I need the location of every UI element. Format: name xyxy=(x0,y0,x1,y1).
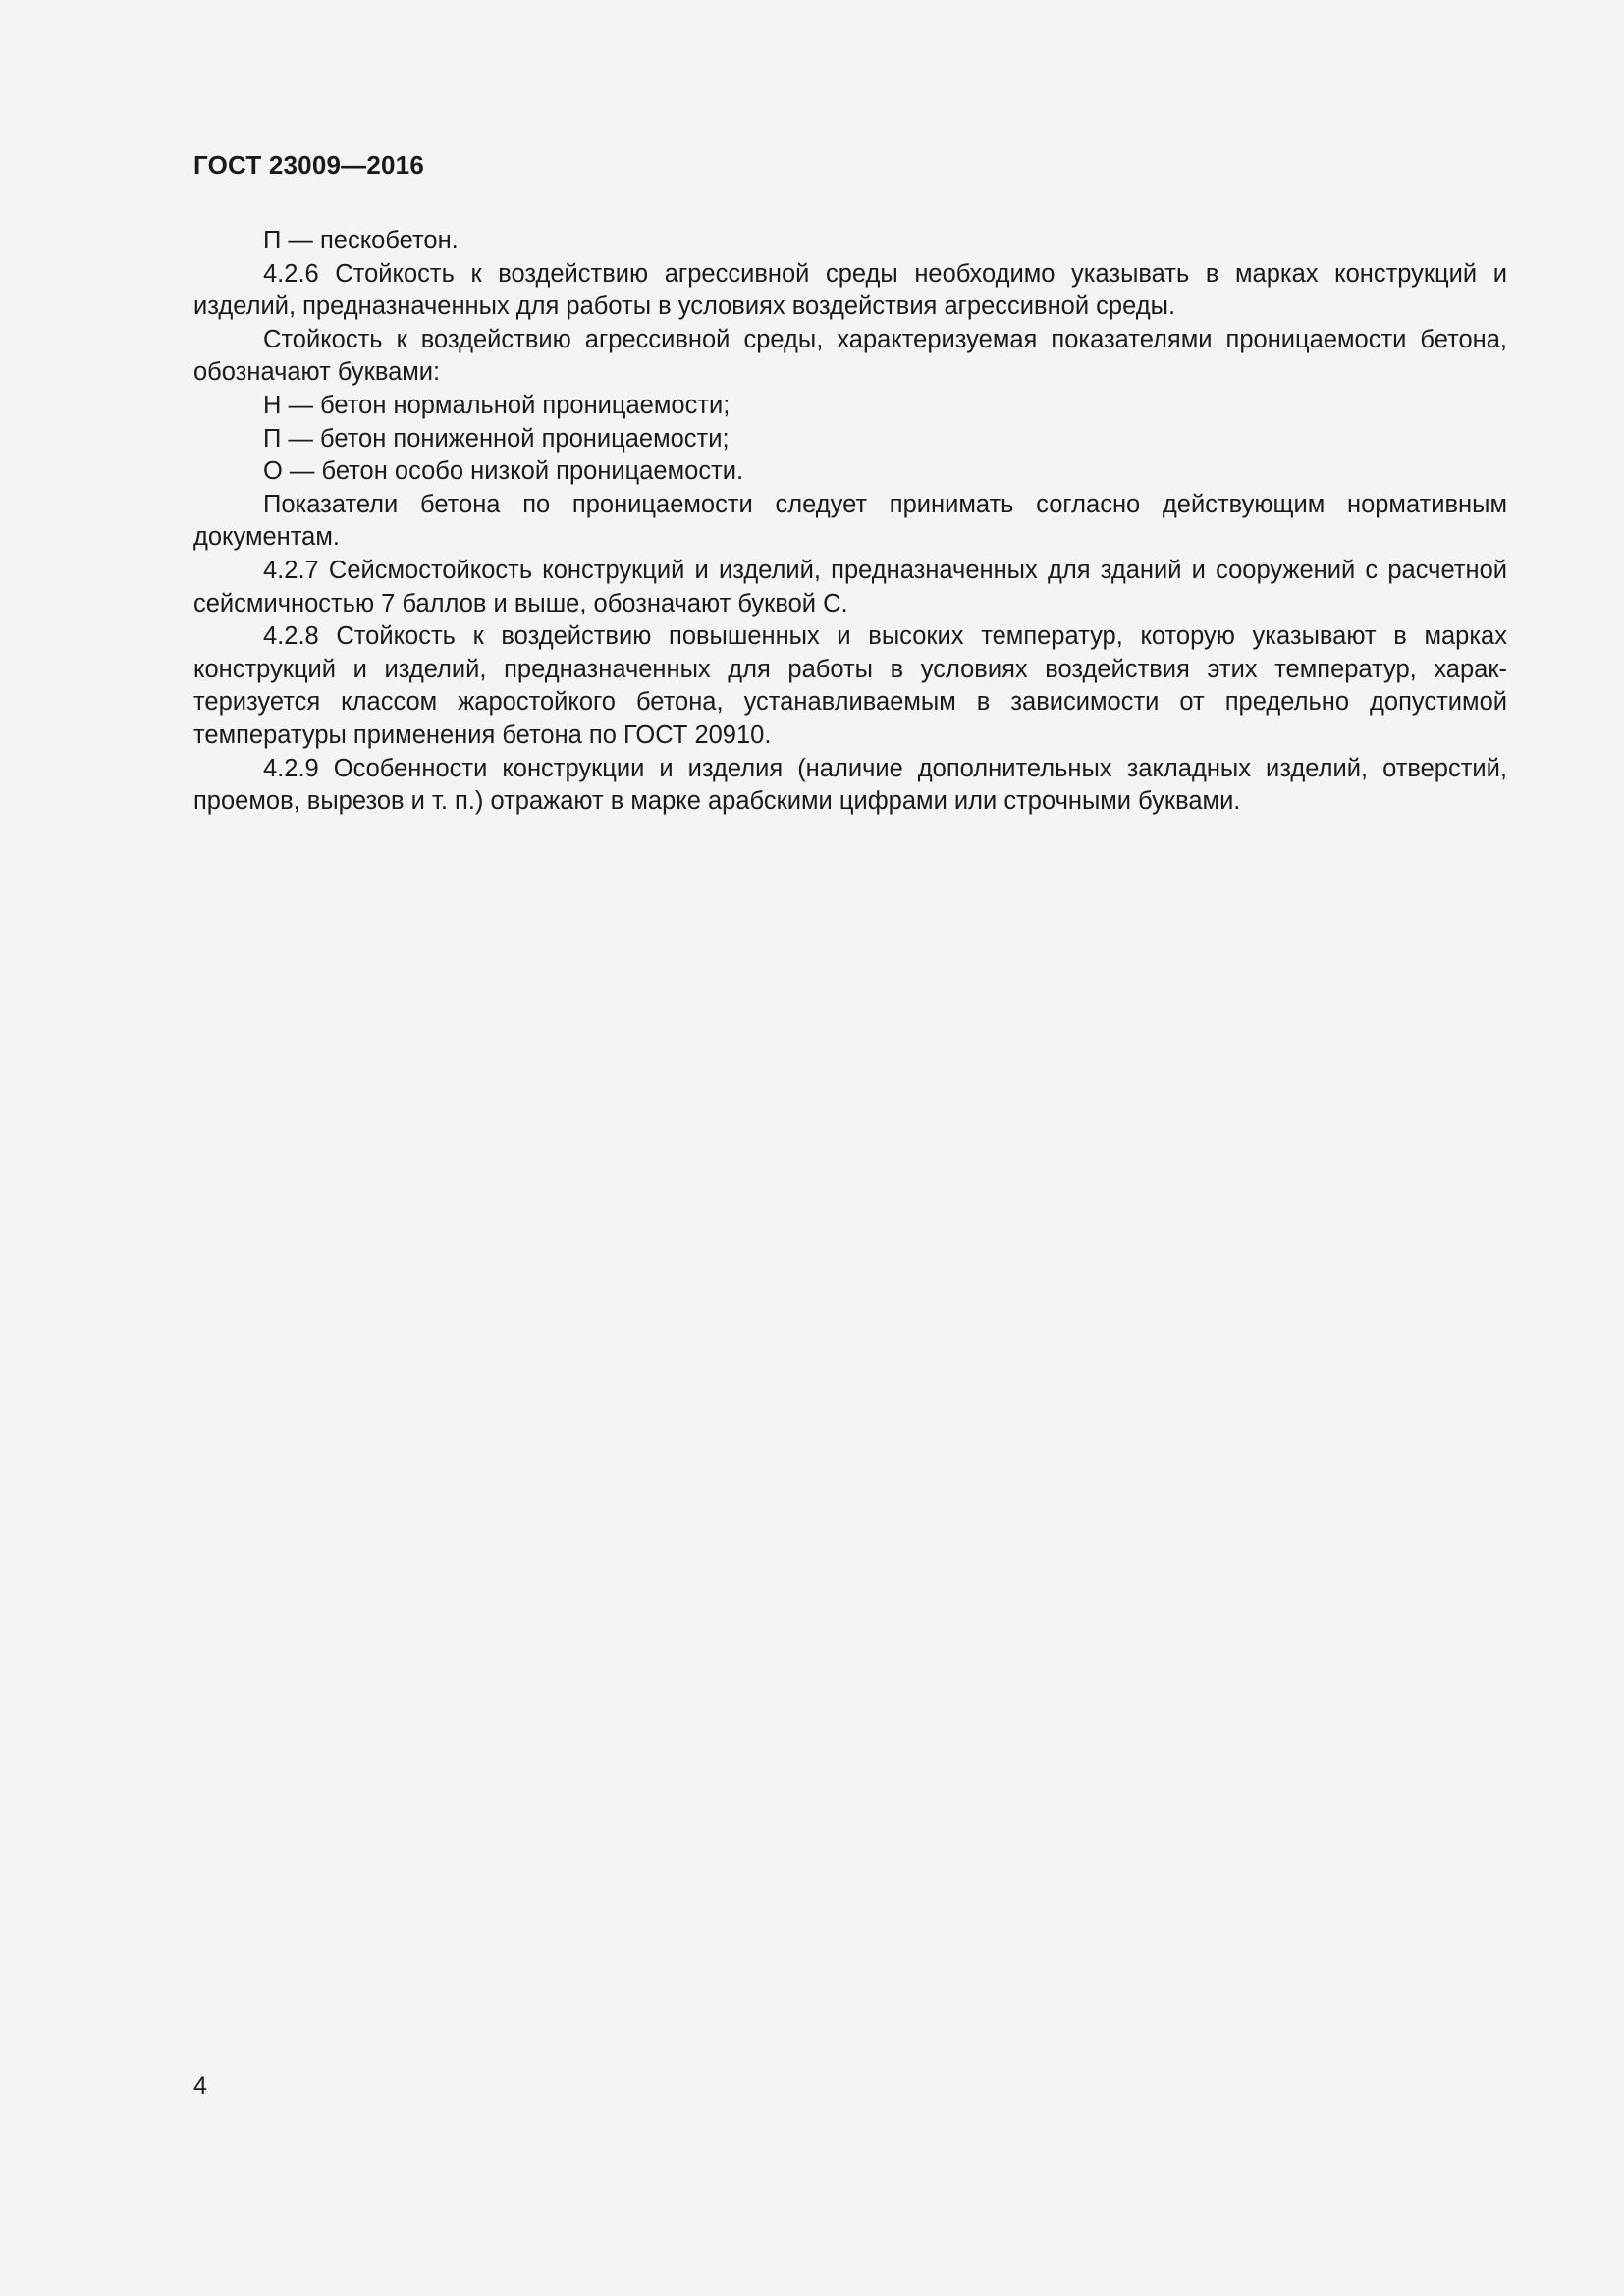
paragraph-4-2-7: 4.2.7 Сейсмостойкость конструкций и изделий, предназначенных для зданий и сооружений с расчетной сейсмичностью 7 баллов и выше, обозначают буквой С. xyxy=(193,556,1507,617)
standard-code-header: ГОСТ 23009—2016 xyxy=(193,150,424,180)
list-item-reduced-permeability: П — бетон пониженной проницаемости; xyxy=(263,424,730,453)
paragraph-4-2-6: 4.2.6 Стойкость к воздействию агрессивной среды необходимо указывать в марках конструкций и изделий, предназначенных для работы в условиях воздействия агрессивной среды. xyxy=(193,259,1507,321)
paragraph-aggressive-media-resistance: Стойкость к воздействию агрессивной среды, характеризуемая показателями проницаемости бетона, обозначают буквами: xyxy=(193,325,1507,387)
paragraph-4-2-9: 4.2.9 Особенности конструкции и изделия (наличие дополнительных закладных изделий, отверстий, проемов, вырезов и т. п.) отражают в марке арабскими цифрами или строчными буквами. xyxy=(193,754,1507,816)
document-body xyxy=(193,225,1507,819)
paragraph-permeability-indicators: Показатели бетона по проницаемости следует принимать согласно действующим нормативным документам. xyxy=(193,490,1507,552)
paragraph-4-2-8: 4.2.8 Стойкость к воздействию повышенных и высоких температур, которую указывают в марках конструкций и изделий, предназначенных для работы в условиях воздействия этих температур, характеризуется классом жаростойкого бетона, устанавливаемым в зависимости от предельно допустимой температуры применения бетона по ГОСТ 20910. xyxy=(193,622,1507,749)
list-item-very-low-permeability: О — бетон особо низкой проницаемости. xyxy=(263,457,744,486)
list-item-normal-permeability: Н — бетон нормальной проницаемости; xyxy=(263,391,731,419)
page-number: 4 xyxy=(193,2072,207,2100)
paragraph-sand-concrete: П — пескобетон. xyxy=(263,227,459,254)
